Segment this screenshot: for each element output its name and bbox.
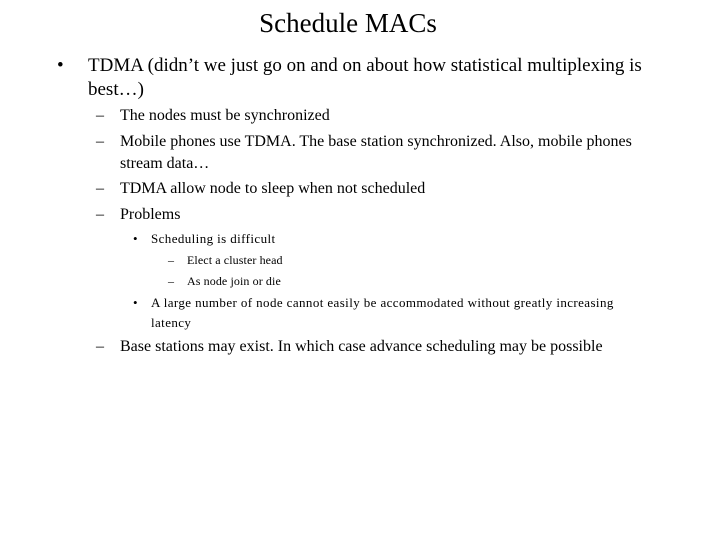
dash-marker: – <box>168 253 175 267</box>
sub-bullet-problems <box>96 204 656 226</box>
dash-marker: – <box>96 133 104 150</box>
sub-bullet-text: Base stations may exist. In which case advance scheduling may be possible <box>120 338 603 355</box>
level4-text: As node join or die <box>187 274 281 288</box>
dash-marker: – <box>168 274 175 288</box>
dash-marker: – <box>96 206 104 223</box>
sub-sub-bullet-text: A large number of node cannot easily be accommodated without greatly increasing latency <box>151 295 614 330</box>
bullet-marker: • <box>133 295 138 310</box>
sub-bullet-base-stations <box>96 336 656 358</box>
sub-sub-bullet-large-number <box>133 293 633 333</box>
sub-bullet-mobile-phones <box>96 131 656 175</box>
level4-text: Elect a cluster head <box>187 253 283 267</box>
level4-cluster-head <box>168 250 568 270</box>
sub-bullet-text: Problems <box>120 206 181 223</box>
bullet-marker: • <box>133 231 138 246</box>
dash-marker: – <box>96 338 104 355</box>
bullet-marker: • <box>57 55 64 76</box>
sub-bullet-text: TDMA allow node to sleep when not scheduled <box>120 180 426 197</box>
dash-marker: – <box>96 180 104 197</box>
sub-bullet-text: The nodes must be synchronized <box>120 107 330 124</box>
bullet-tdma <box>57 54 677 102</box>
sub-sub-bullet-text: Scheduling is difficult <box>151 231 276 246</box>
slide-title: Schedule MACs <box>259 8 437 38</box>
sub-bullet-synchronized <box>96 105 656 127</box>
dash-marker: – <box>96 107 104 124</box>
sub-bullet-sleep <box>96 178 656 200</box>
level4-join-die <box>168 271 568 291</box>
bullet-text: TDMA (didn’t we just go on and on about how statistical multiplexing is best…) <box>88 55 642 100</box>
sub-sub-bullet-scheduling <box>133 229 633 249</box>
sub-bullet-text: Mobile phones use TDMA. The base station synchronized. Also, mobile phones stream data… <box>120 133 632 172</box>
